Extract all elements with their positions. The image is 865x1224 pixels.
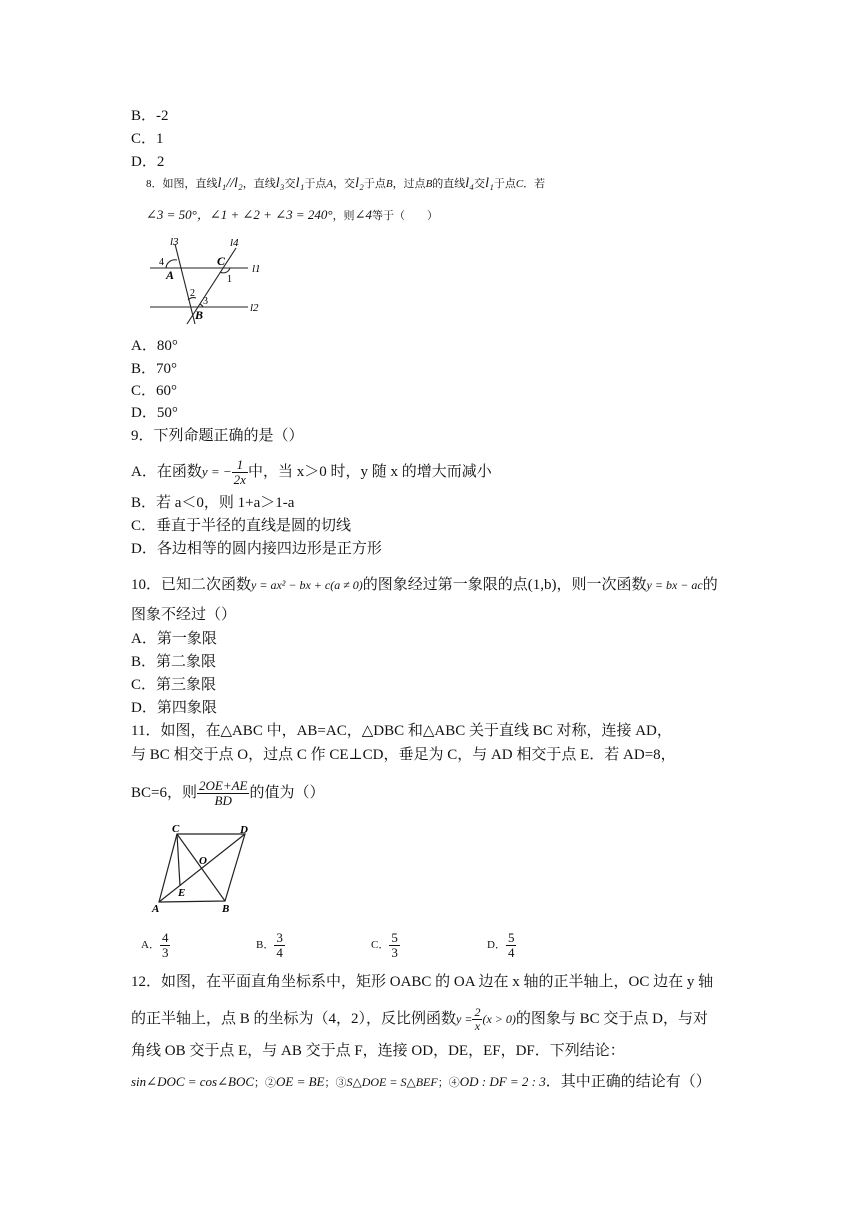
q9-stem: 9．下列命题正确的是（） — [131, 428, 304, 444]
q11-option-c: C． $\frac{5}{3}$ — [371, 930, 398, 960]
q10-stem-line1: 10．已知二次函数y = ax² − bx + c(a ≠ 0)的图象经过第一象限的点(1,b)，则一次函数y = bx − ac的 — [131, 577, 718, 593]
q10-option-b: B．第二象限 — [131, 654, 217, 670]
label-D: D — [240, 824, 248, 836]
label-l1: l1 — [252, 263, 261, 275]
q11-fraction: $\frac{2OE+AE}{BD}$ — [198, 778, 248, 809]
q11-option-b: B． $\frac{3}{4}$ — [256, 930, 283, 960]
label-angle-1: 1 — [227, 274, 232, 285]
q7-option-d: D．2 — [131, 154, 165, 170]
label-O: O — [199, 855, 207, 867]
q7-option-c: C．1 — [131, 131, 164, 147]
q12-stem-line2: 的正半轴上，点 B 的坐标为（4，2），反比例函数y = $\frac{2}{x}$ (x > 0)的图象与 BC 交于点 D，与对 — [131, 1005, 708, 1034]
q9-option-a: A．在函数y = − $\frac{1}{2x}$ 中，当 x＞0 时，y 随 x 的增大而减小 — [131, 457, 492, 488]
segment-CE — [177, 834, 180, 886]
q8-figure — [150, 234, 270, 326]
label-angle-3: 3 — [203, 296, 208, 307]
q12-stem-line1: 12．如图，在平面直角坐标系中，矩形 OABC 的 OA 边在 x 轴的正半轴上，OC 边在 y 轴 — [131, 974, 714, 990]
q12-stem-line3: 角线 OB 交于点 E，与 AB 交于点 F，连接 OD，DE，EF，DF．下列结论： — [131, 1043, 625, 1059]
label-A: A — [166, 268, 175, 282]
q8-option-a: A．80° — [131, 338, 178, 354]
q10-stem-line2: 图象不经过（） — [131, 607, 237, 623]
q9-fraction: $\frac{1}{2x}$ — [233, 457, 246, 488]
q11-option-a: A． $\frac{4}{3}$ — [141, 930, 169, 960]
q12-fraction: $\frac{2}{x}$ — [474, 1005, 481, 1034]
label-B: B — [222, 903, 230, 914]
q11-stem-line2: 与 BC 相交于点 O，过点 C 作 CE⊥CD，垂足为 C，与 AD 相交于点 E．若 AD=8， — [131, 747, 676, 763]
q11-option-d: D． $\frac{5}{4}$ — [487, 930, 515, 960]
label-l3: l3 — [170, 236, 179, 248]
angle-arc-4 — [166, 260, 177, 268]
label-angle-4: 4 — [159, 257, 164, 268]
q8-option-d: D．50° — [131, 405, 178, 421]
q8-condition: ∠3 = 50°，∠1 + ∠2 + ∠3 = 240°，则∠4等于（ ） — [146, 207, 438, 222]
q10-option-c: C．第三象限 — [131, 677, 217, 693]
q11-stem-line3: BC=6，则 $\frac{2OE+AE}{BD}$ 的值为（） — [131, 778, 325, 809]
line-l3 — [175, 244, 195, 324]
q11-stem-line1: 11．如图，在△ABC 中，AB=AC，△DBC 和△ABC 关于直线 BC 对称，连接 AD， — [131, 723, 672, 739]
q8-option-b: B．70° — [131, 361, 178, 377]
q9-option-c: C．垂直于半径的直线是圆的切线 — [131, 518, 352, 534]
segment-AD — [159, 834, 245, 902]
label-E: E — [178, 887, 186, 899]
q8-stem: 8．如图，直线l₁//l₂，直线l₃交l₁于点A，交l₂于点B，过点B的直线l₄交l₁于点C．若 — [146, 176, 546, 191]
q9-option-b: B．若 a＜0，则 1+a＞1-a — [131, 495, 295, 511]
label-C: C — [217, 254, 226, 268]
label-l4: l4 — [230, 237, 239, 249]
label-C: C — [172, 823, 180, 835]
q11-figure — [150, 822, 262, 914]
q8-option-c: C．60° — [131, 383, 178, 399]
label-angle-2: 2 — [190, 288, 195, 299]
label-A: A — [152, 903, 160, 914]
label-l2: l2 — [250, 302, 259, 314]
q9-option-d: D．各边相等的圆内接四边形是正方形 — [131, 541, 382, 557]
label-B: B — [195, 308, 204, 322]
q10-option-d: D．第四象限 — [131, 700, 217, 716]
q10-option-a: A．第一象限 — [131, 631, 217, 647]
q12-conclusions: sin∠DOC = cos∠BOC；②OE = BE；③S△DOE = S△BEF；④OD : DF = 2 : 3．其中正确的结论有（） — [131, 1074, 711, 1090]
q7-option-b: B．-2 — [131, 108, 169, 124]
